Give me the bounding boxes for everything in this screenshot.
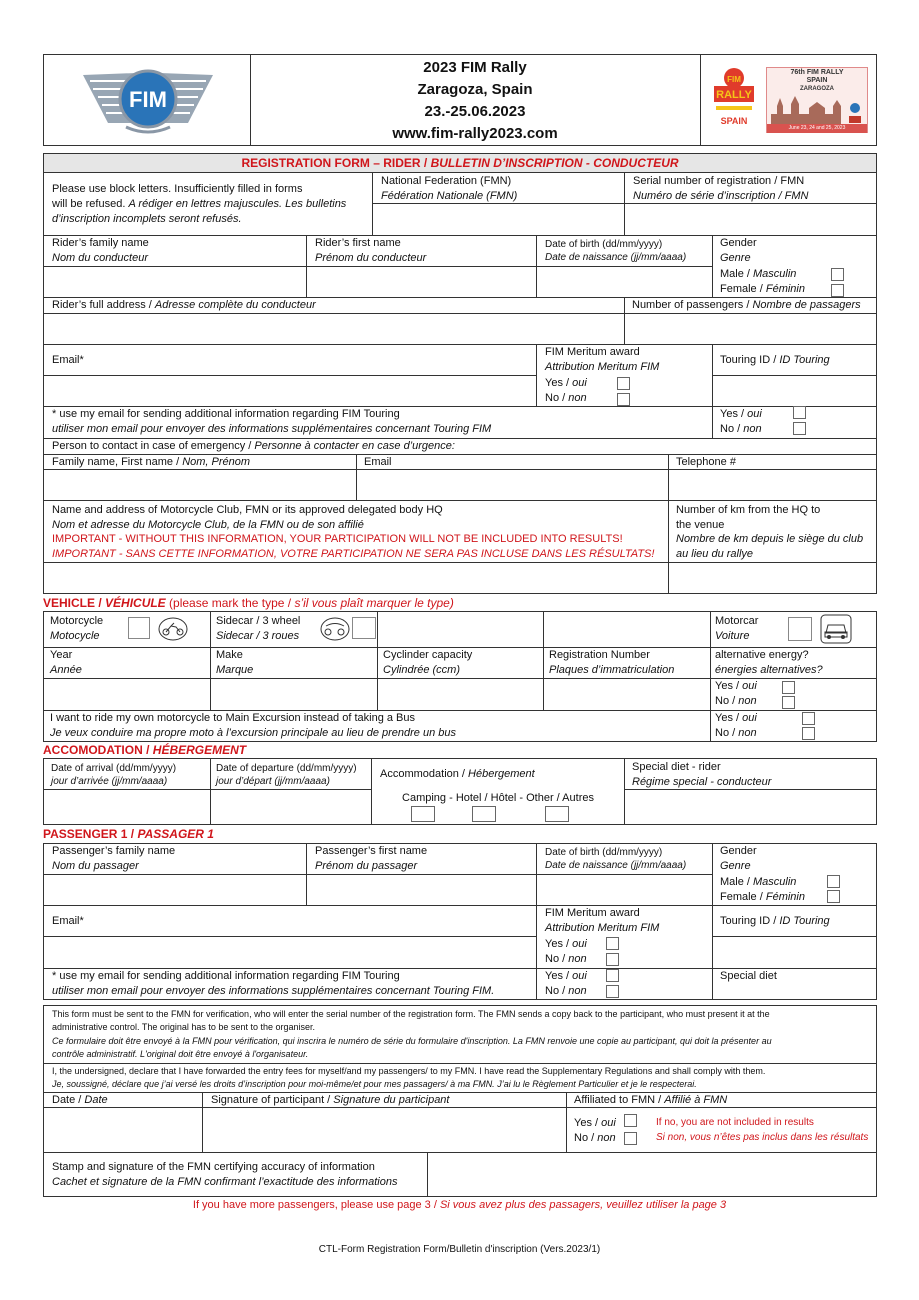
rider-meritum-no-label: No / non: [545, 392, 587, 404]
declaration-line-fr: Je, soussigné, déclare que j’ai versé les droits d’inscription pour moi-même/et pour mes passagers/ à ma FMN. J’ai lu le Règlement Particulier et je le respecterai.: [52, 1079, 697, 1089]
arrival-label-fr: jour d’arrivée (jj/mm/aaaa): [51, 776, 168, 787]
vehicle-sidecar-label: Sidecar / 3 wheel: [216, 615, 301, 627]
departure-label-fr: jour d’départ (jj/mm/aaaa): [216, 776, 330, 787]
rider-male-label: Male / Masculin: [720, 268, 797, 280]
rider-family-field[interactable]: [44, 267, 306, 296]
vehicle-cc-label-fr: Cylindrée (ccm): [383, 664, 461, 676]
passenger-male-checkbox[interactable]: [827, 875, 840, 888]
vehicle-alt-yes-label: Yes / oui: [715, 680, 757, 692]
accommodation-section-title: ACCOMODATION / HÉBERGEMENT: [43, 743, 247, 757]
signature-label: Signature of participant / Signature du participant: [211, 1094, 450, 1106]
notice-line2: administrative control. The original has to be sent to the organiser.: [52, 1022, 315, 1032]
serial-label-en: Serial number of registration / FMN: [633, 175, 805, 187]
passenger-diet-label: Special diet: [720, 970, 777, 982]
form-title-fr: BULLETIN D’INSCRIPTION - CONDUCTEUR: [430, 156, 679, 170]
rider-diet-label: Special diet - rider: [632, 761, 721, 773]
passenger-use-email-fr: utiliser mon email pour envoyer des informations supplémentaires concernant Touring FIM.: [52, 985, 495, 997]
departure-field[interactable]: [211, 790, 371, 824]
passenger-use-email-yes-checkbox[interactable]: [606, 969, 619, 982]
accommodation-camping-checkbox[interactable]: [411, 806, 435, 822]
club-label-fr: Nom et adresse du Motorcycle Club, de la FMN ou de son affilié: [52, 519, 364, 531]
passenger-touring-field[interactable]: [713, 937, 876, 967]
stamp-label-en: Stamp and signature of the FMN certifying accuracy of information: [52, 1161, 375, 1173]
arrival-field[interactable]: [44, 790, 210, 824]
affiliated-label: Affiliated to FMN / Affilié à FMN: [574, 1094, 728, 1106]
vehicle-year-field[interactable]: [44, 679, 210, 709]
ride-own-yes-label: Yes / oui: [715, 712, 757, 724]
emergency-phone-field[interactable]: [669, 470, 876, 500]
rider-first-label: Rider’s first name: [315, 237, 401, 249]
passenger-dob-label-fr: Date de naissance (jj/mm/aaaa): [545, 860, 687, 871]
passengers-count-label: Number of passengers / Nombre de passagers: [632, 299, 861, 311]
km-label-line3: Nombre de km depuis le siège du club: [676, 533, 864, 545]
club-label-en: Name and address of Motorcycle Club, FMN or its approved delegated body HQ: [52, 504, 443, 516]
vehicle-alt-yes-checkbox[interactable]: [782, 681, 795, 694]
vehicle-sidecar-checkbox[interactable]: [352, 617, 376, 639]
rider-gender-label-fr: Genre: [720, 252, 751, 264]
passenger-gender-label: Gender: [720, 845, 757, 857]
affiliated-no-label: No / non: [574, 1132, 616, 1144]
emergency-title: Person to contact in case of emergency / Personne à contacter en case d’urgence:: [52, 440, 455, 452]
notice-line4: contrôle administratif. L'original doit être envoyé à l'organisateur.: [52, 1049, 309, 1059]
rider-dob-field[interactable]: [537, 267, 712, 296]
declaration-line-en: I, the undersigned, declare that I have forwarded the entry fees for myself/and my passengers/ to my FMN. I have read the Supplementary Regulations and shall comply with them.: [52, 1066, 766, 1076]
date-field[interactable]: [44, 1108, 202, 1152]
form-title-bar: [44, 154, 876, 172]
rally-location: Zaragoza, Spain: [417, 81, 533, 98]
stamp-field[interactable]: [428, 1153, 876, 1196]
sidecar-icon: [320, 617, 350, 645]
departure-label: Date of departure (dd/mm/yyyy): [216, 763, 357, 774]
notice-line1: This form must be sent to the FMN for verification, who will enter the serial number of the registration form. The FMN sends a copy back to the participant, who must present it at the: [52, 1009, 770, 1019]
affiliated-note-fr: Si non, vous n’êtes pas inclus dans les résultats: [656, 1132, 869, 1143]
rider-use-email-fr: utiliser mon email pour envoyer des informations supplémentaires concernant Touring FIM: [52, 423, 492, 435]
vehicle-reg-field[interactable]: [544, 679, 710, 709]
rider-use-email-en: * use my email for sending additional information regarding FIM Touring: [52, 408, 400, 420]
rider-gender-label: Gender: [720, 237, 757, 249]
rider-touring-label: Touring ID / ID Touring: [720, 354, 830, 366]
rally-website[interactable]: www.fim-rally2023.com: [392, 125, 558, 142]
car-icon: [820, 614, 852, 648]
rider-first-field[interactable]: [307, 267, 536, 296]
vehicle-reg-label: Registration Number: [549, 649, 650, 661]
rally-poster: 76th FIM RALLY SPAIN ZARAGOZA June 23, 24 and 25, 2023: [766, 67, 868, 133]
club-field[interactable]: [44, 563, 668, 593]
passenger-use-email-en: * use my email for sending additional information regarding FIM Touring: [52, 970, 400, 982]
rider-diet-label-fr: Régime special - conducteur: [632, 776, 772, 788]
rider-use-email-no-label: No / non: [720, 423, 762, 435]
accommodation-hotel-checkbox[interactable]: [472, 806, 496, 822]
accommodation-types: Camping - Hotel / Hôtel - Other / Autres: [402, 792, 594, 804]
rider-female-label: Female / Féminin: [720, 283, 805, 295]
passenger-first-label: Passenger’s first name: [315, 845, 428, 857]
instructions-line3: d’inscription incomplets seront refusés.: [52, 213, 242, 225]
emergency-phone-label: Telephone #: [676, 456, 736, 468]
emergency-name-label: Family name, First name / Nom, Prénom: [52, 456, 251, 468]
vehicle-make-label-fr: Marque: [216, 664, 254, 676]
instructions-line1: Please use block letters. Insufficiently filled in forms: [52, 183, 303, 195]
rider-diet-field[interactable]: [625, 790, 876, 824]
rider-email-label: Email*: [52, 354, 84, 366]
motorcycle-icon: [158, 617, 188, 645]
accommodation-label: Accommodation / Hébergement: [380, 768, 535, 780]
passenger-email-field[interactable]: [44, 937, 536, 967]
emergency-email-field[interactable]: [357, 470, 668, 500]
vehicle-reg-label-fr: Plaques d’immatriculation: [549, 664, 675, 676]
rider-meritum-label: FIM Meritum award: [545, 346, 640, 358]
rider-use-email-no-checkbox[interactable]: [793, 422, 806, 435]
passenger-male-label: Male / Masculin: [720, 876, 797, 888]
km-label-line2: the venue: [676, 519, 725, 531]
vehicle-cc-field[interactable]: [378, 679, 543, 709]
passenger-family-label: Passenger’s family name: [52, 845, 176, 857]
vehicle-make-label: Make: [216, 649, 243, 661]
vehicle-car-label-fr: Voiture: [715, 630, 750, 642]
rider-male-checkbox[interactable]: [831, 268, 844, 281]
rider-address-field[interactable]: [44, 314, 624, 344]
passenger-female-label: Female / Féminin: [720, 891, 805, 903]
vehicle-year-label: Year: [50, 649, 73, 661]
vehicle-car-label: Motorcar: [715, 615, 759, 627]
rider-female-checkbox[interactable]: [831, 284, 844, 297]
svg-text:SPAIN: SPAIN: [720, 116, 748, 126]
vehicle-cc-label: Cyclinder capacity: [383, 649, 473, 661]
passenger-dob-field[interactable]: [537, 875, 712, 904]
more-passengers-note: If you have more passengers, please use page 3 / Si vous avez plus des passagers, veuillez utiliser la page 3: [192, 1199, 727, 1211]
rider-touring-field[interactable]: [713, 376, 876, 406]
passenger-email-label: Email*: [52, 915, 84, 927]
rider-meritum-yes-checkbox[interactable]: [617, 377, 630, 390]
club-warning-fr: IMPORTANT - SANS CETTE INFORMATION, VOTRE PARTICIPATION NE SERA PAS INCLUSE DANS LES RÉSULTATS!: [52, 548, 655, 560]
fim-logo: [78, 63, 218, 138]
serial-field[interactable]: [625, 204, 876, 234]
emergency-email-label: Email: [364, 456, 392, 468]
footer-version: CTL-Form Registration Form/Bulletin d'inscription (Vers.2023/1): [318, 1244, 601, 1255]
rider-use-email-yes-label: Yes / oui: [720, 408, 762, 420]
passenger-meritum-label: FIM Meritum award: [545, 907, 640, 919]
rider-meritum-yes-label: Yes / oui: [545, 377, 587, 389]
vehicle-make-field[interactable]: [211, 679, 377, 709]
vehicle-alt-label: alternative energy?: [715, 649, 809, 661]
passenger-family-field[interactable]: [44, 875, 306, 904]
vehicle-year-label-fr: Année: [50, 664, 82, 676]
arrival-label: Date of arrival (dd/mm/yyyy): [51, 763, 177, 774]
km-label-line1: Number of km from the HQ to: [676, 504, 821, 516]
passengers-count-field[interactable]: [625, 314, 876, 344]
rider-meritum-no-checkbox[interactable]: [617, 393, 630, 406]
passenger-female-checkbox[interactable]: [827, 890, 840, 903]
accommodation-other-checkbox[interactable]: [545, 806, 569, 822]
rider-address-label: Rider’s full address / Adresse complète du conducteur: [52, 299, 316, 311]
vehicle-alt-no-label: No / non: [715, 695, 757, 707]
rider-family-label: Rider’s family name: [52, 237, 149, 249]
ride-own-label-fr: Je veux conduire ma propre moto à l’excursion principale au lieu de prendre un bus: [50, 727, 457, 739]
vehicle-section-title: VEHICLE / VÉHICULE (please mark the type / s’il vous plaît marquer le type): [43, 596, 454, 610]
ride-own-yes-checkbox[interactable]: [802, 712, 815, 725]
svg-text:FIM: FIM: [727, 75, 741, 84]
serial-label-fr: Numéro de série d’inscription / FMN: [633, 190, 809, 202]
passenger-meritum-label-fr: Attribution Meritum FIM: [545, 922, 660, 934]
vehicle-moto-label: Motorcycle: [50, 615, 104, 627]
rider-use-email-yes-checkbox[interactable]: [793, 406, 806, 419]
vehicle-alt-label-fr: énergies alternatives?: [715, 664, 823, 676]
fmn-field[interactable]: [373, 204, 624, 234]
rally-dates: 23.-25.06.2023: [424, 103, 526, 120]
ride-own-no-checkbox[interactable]: [802, 727, 815, 740]
passenger-use-email-no-checkbox[interactable]: [606, 985, 619, 998]
vehicle-moto-checkbox[interactable]: [128, 617, 150, 639]
km-label-line4: au lieu du rallye: [676, 548, 754, 560]
rider-meritum-label-fr: Attribution Meritum FIM: [545, 361, 660, 373]
affiliated-note-en: If no, you are not included in results: [656, 1117, 814, 1128]
affiliated-yes-checkbox[interactable]: [624, 1114, 637, 1127]
km-field[interactable]: [669, 563, 876, 593]
vehicle-car-checkbox[interactable]: [788, 617, 812, 641]
passenger-first-field[interactable]: [307, 875, 536, 904]
passenger-section-title: PASSENGER 1 / PASSAGER 1: [43, 827, 214, 841]
rider-email-field[interactable]: [44, 376, 536, 406]
affiliated-no-checkbox[interactable]: [624, 1132, 637, 1145]
passenger-dob-label: Date of birth (dd/mm/yyyy): [545, 847, 663, 858]
vehicle-moto-label-fr: Motocycle: [50, 630, 100, 642]
fim-logo-text: FIM: [129, 87, 167, 112]
passenger-touring-label: Touring ID / ID Touring: [720, 915, 830, 927]
svg-text:RALLY: RALLY: [716, 89, 752, 101]
passenger-use-email-no-label: No / non: [545, 985, 587, 997]
rider-dob-label-fr: Date de naissance (jj/mm/aaaa): [545, 252, 687, 263]
vehicle-alt-no-checkbox[interactable]: [782, 696, 795, 709]
instructions-line2: will be refused. A rédiger en lettres majuscules. Les bulletins: [52, 198, 347, 210]
ride-own-no-label: No / non: [715, 727, 757, 739]
signature-field[interactable]: [203, 1108, 566, 1152]
fmn-label-en: National Federation (FMN): [381, 175, 512, 187]
rider-first-label-fr: Prénom du conducteur: [315, 252, 427, 264]
affiliated-yes-label: Yes / oui: [574, 1117, 616, 1129]
passenger-use-email-yes-label: Yes / oui: [545, 970, 587, 982]
rally-title: 2023 FIM Rally: [423, 59, 527, 76]
passenger-meritum-yes-checkbox[interactable]: [606, 937, 619, 950]
passenger-family-label-fr: Nom du passager: [52, 860, 139, 872]
passenger-gender-label-fr: Genre: [720, 860, 751, 872]
rider-dob-label: Date of birth (dd/mm/yyyy): [545, 239, 663, 250]
passenger-meritum-no-label: No / non: [545, 953, 587, 965]
date-label: Date / Date: [52, 1094, 108, 1106]
passenger-meritum-yes-label: Yes / oui: [545, 938, 587, 950]
vehicle-sidecar-label-fr: Sidecar / 3 roues: [216, 630, 300, 642]
emergency-name-field[interactable]: [44, 470, 356, 500]
passenger-first-label-fr: Prénom du passager: [315, 860, 418, 872]
rally-spain-logo: [708, 64, 760, 128]
rider-family-label-fr: Nom du conducteur: [52, 252, 148, 264]
passenger-meritum-no-checkbox[interactable]: [606, 953, 619, 966]
club-warning-en: IMPORTANT - WITHOUT THIS INFORMATION, YOUR PARTICIPATION WILL NOT BE INCLUDED INTO RESULTS!: [52, 533, 623, 545]
stamp-label-fr: Cachet et signature de la FMN confirmant l’exactitude des informations: [52, 1176, 398, 1188]
form-title-en: REGISTRATION FORM – RIDER /: [241, 156, 431, 170]
fmn-label-fr: Fédération Nationale (FMN): [381, 190, 518, 202]
ride-own-label-en: I want to ride my own motorcycle to Main Excursion instead of taking a Bus: [50, 712, 415, 724]
notice-line3: Ce formulaire doit être envoyé à la FMN pour vérification, qui inscrira le numéro de série du formulaire d'inscription. La FMN renvoie une copie au participant, qui doit la présenter au: [52, 1036, 772, 1046]
